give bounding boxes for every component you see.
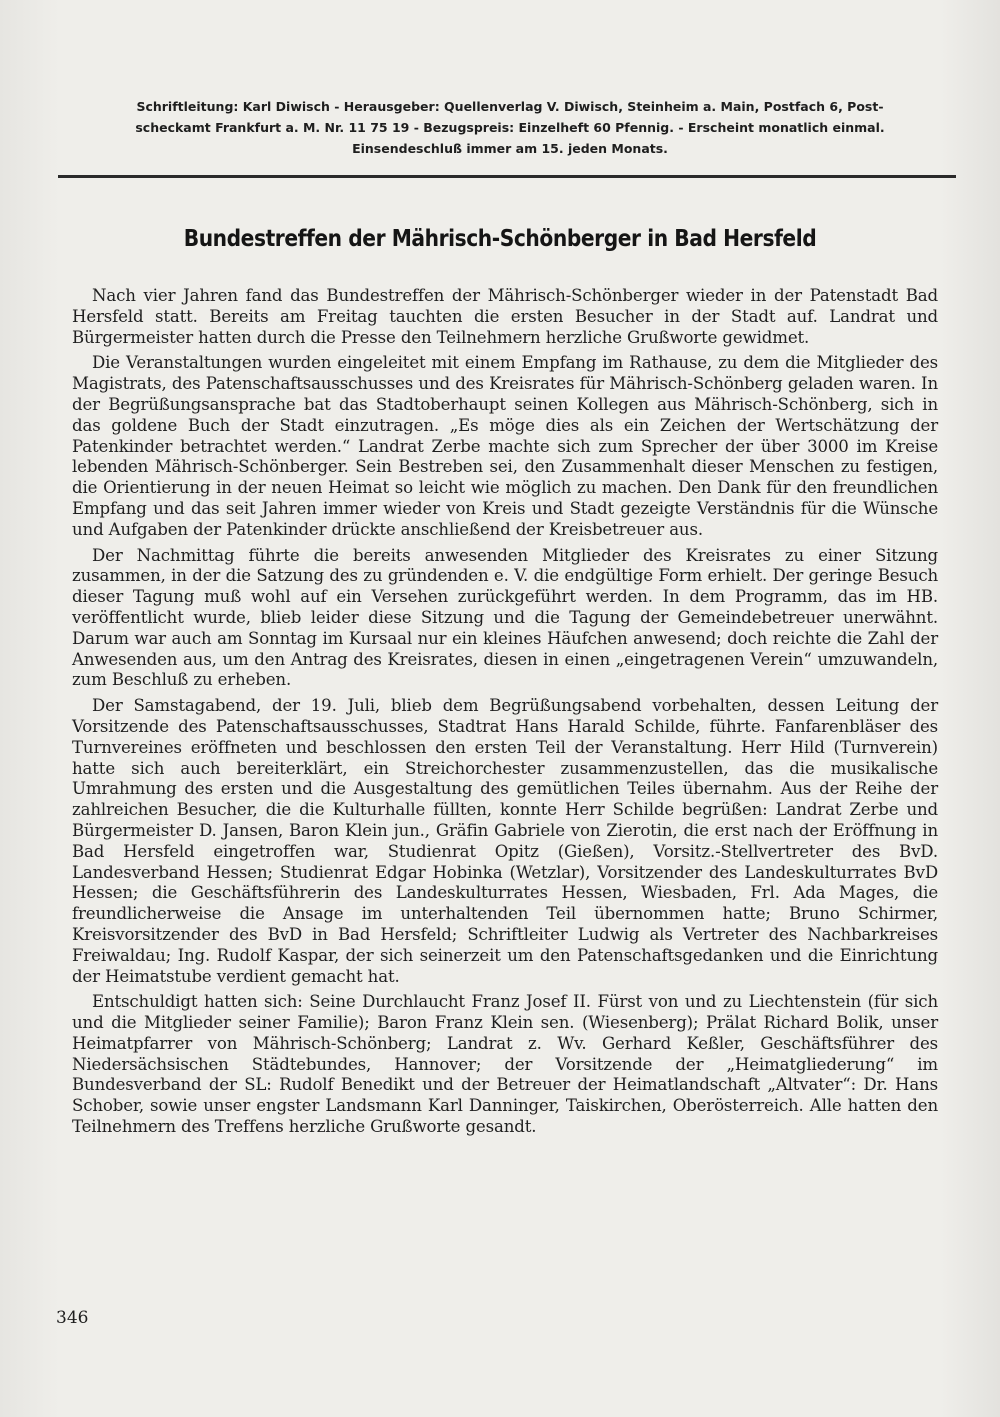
article-paragraph-2: Die Veranstaltungen wurden eingeleitet mit einem Empfang im Rathause, zu dem die Mitglieder des Magistrats, des Patenschaftsausschusses und des Kreisrates für Mährisch-Schönberg geladen waren. In der Begrüßungsansprache bat das Stadtoberhaupt seinen Kollegen aus Mährisch-Schönberg, sich in das goldene Buch der Stadt einzutragen. „Es möge dies als ein Zeichen der Wertschätzung der Patenkinder betrachtet werden.“ Landrat Zerbe machte sich zum Sprecher der über 3000 im Kreise lebenden Mährisch-Schönberger. Sein Bestreben sei, den Zusammenhalt dieser Menschen zu festigen, die Orientierung in der neuen Heimat so leicht wie möglich zu machen. Den Dank für den freundlichen Empfang und das seit Jahren immer wieder von Kreis und Stadt gezeigte Verständnis für die Wünsche und Aufgaben der Patenkinder drückte anschließend der Kreisbetreuer aus. xyxy=(72,353,938,539)
masthead-line-1: Schriftleitung: Karl Diwisch - Herausgeber: Quellenverlag V. Diwisch, Steinheim a. Main, Postfach 6, Post- xyxy=(136,99,884,114)
article-paragraph-3: Der Nachmittag führte die bereits anwesenden Mitglieder des Kreisrates zu einer Sitzung zusammen, in der die Satzung des zu gründenden e. V. die endgültige Form erhielt. Der geringe Besuch dieser Tagung muß wohl auf ein Versehen zurückgeführt werden. In dem Programm, das im HB. veröffentlicht wurde, blieb leider diese Sitzung und die Tagung der Gemeindebetreuer unerwähnt. Darum war auch am Sonntag im Kursaal nur ein kleines Häufchen anwesend; doch reichte die Zahl der Anwesenden aus, um den Antrag des Kreisrates, diesen in einen „eingetragenen Verein“ umzuwandeln, zum Beschluß zu erheben. xyxy=(72,545,938,690)
article-paragraph-5: Entschuldigt hatten sich: Seine Durchlaucht Franz Josef II. Fürst von und zu Liechtenstein (für sich und die Mitglieder seiner Familie); Baron Franz Klein sen. (Wiesenberg); Prälat Richard Bolik, unser Heimatpfarrer von Mährisch-Schönberg; Landrat z. Wv. Gerhard Keßler, Geschäftsführer des Niedersächsischen Städtebundes, Hannover; der Vorsitzende der „Heimatgliederung“ im Bundesverband der SL: Rudolf Benedikt und der Betreuer der Heimatlandschaft „Altvater“: Dr. Hans Schober, sowie unser engster Landsmann Karl Danninger, Taiskirchen, Oberösterreich. Alle hatten den Teilnehmern des Treffens herzliche Grußworte gesandt. xyxy=(72,992,938,1137)
header-divider xyxy=(58,175,956,178)
article-title: Bundestreffen der Mährisch-Schönberger in Bad Hersfeld xyxy=(183,226,817,252)
masthead-line-2: scheckamt Frankfurt a. M. Nr. 11 75 19 - Bezugspreis: Einzelheft 60 Pfennig. - Erscheint monatlich einmal. xyxy=(135,120,885,135)
article-paragraph-1: Nach vier Jahren fand das Bundestreffen der Mährisch-Schönberger wieder in der Patenstadt Bad Hersfeld statt. Bereits am Freitag tauchten die ersten Besucher in der Stadt auf. Landrat und Bürgermeister hatten durch die Presse den Teilnehmern herzliche Grußworte gewidmet. xyxy=(72,286,938,347)
page-number: 346 xyxy=(56,1308,89,1328)
masthead-imprint xyxy=(70,96,950,159)
article-paragraph-4: Der Samstagabend, der 19. Juli, blieb dem Begrüßungsabend vorbehalten, dessen Leitung der Vorsitzende des Patenschaftsausschusses, Stadtrat Hans Harald Schilde, führte. Fanfarenbläser des Turnvereines eröffneten und beschlossen den ersten Teil der Veranstaltung. Herr Hild (Turnverein) hatte sich auch bereiterklärt, ein Streichorchester zusammenzustellen, das die musikalische Umrahmung des ersten und die Ausgestaltung des gemütlichen Teiles übernahm. Aus der Reihe der zahlreichen Besucher, die die Kulturhalle füllten, konnte Herr Schilde begrüßen: Landrat Zerbe und Bürgermeister D. Jansen, Baron Klein jun., Gräfin Gabriele von Zierotin, die erst nach der Eröffnung in Bad Hersfeld eingetroffen war, Studienrat Opitz (Gießen), Vorsitz.-Stellvertreter des BvD. Landesverband Hessen; Studienrat Edgar Hobinka (Wetzlar), Vorsitzender des Landeskulturrates BvD Hessen; die Geschäftsführerin des Landeskulturrates Hessen, Wiesbaden, Frl. Ada Mages, die freundlicherweise die Ansage im unterhaltenden Teil übernommen hatte; Bruno Schirmer, Kreisvorsitzender des BvD in Bad Hersfeld; Schriftleiter Ludwig als Vertreter des Nachbarkreises Freiwaldau; Ing. Rudolf Kaspar, der sich seinerzeit um den Patenschaftsgedanken und die Einrichtung der Heimatstube verdient gemacht hat. xyxy=(72,696,938,986)
masthead-line-3: Einsendeschluß immer am 15. jeden Monats. xyxy=(352,141,668,156)
article-body xyxy=(72,286,938,1143)
